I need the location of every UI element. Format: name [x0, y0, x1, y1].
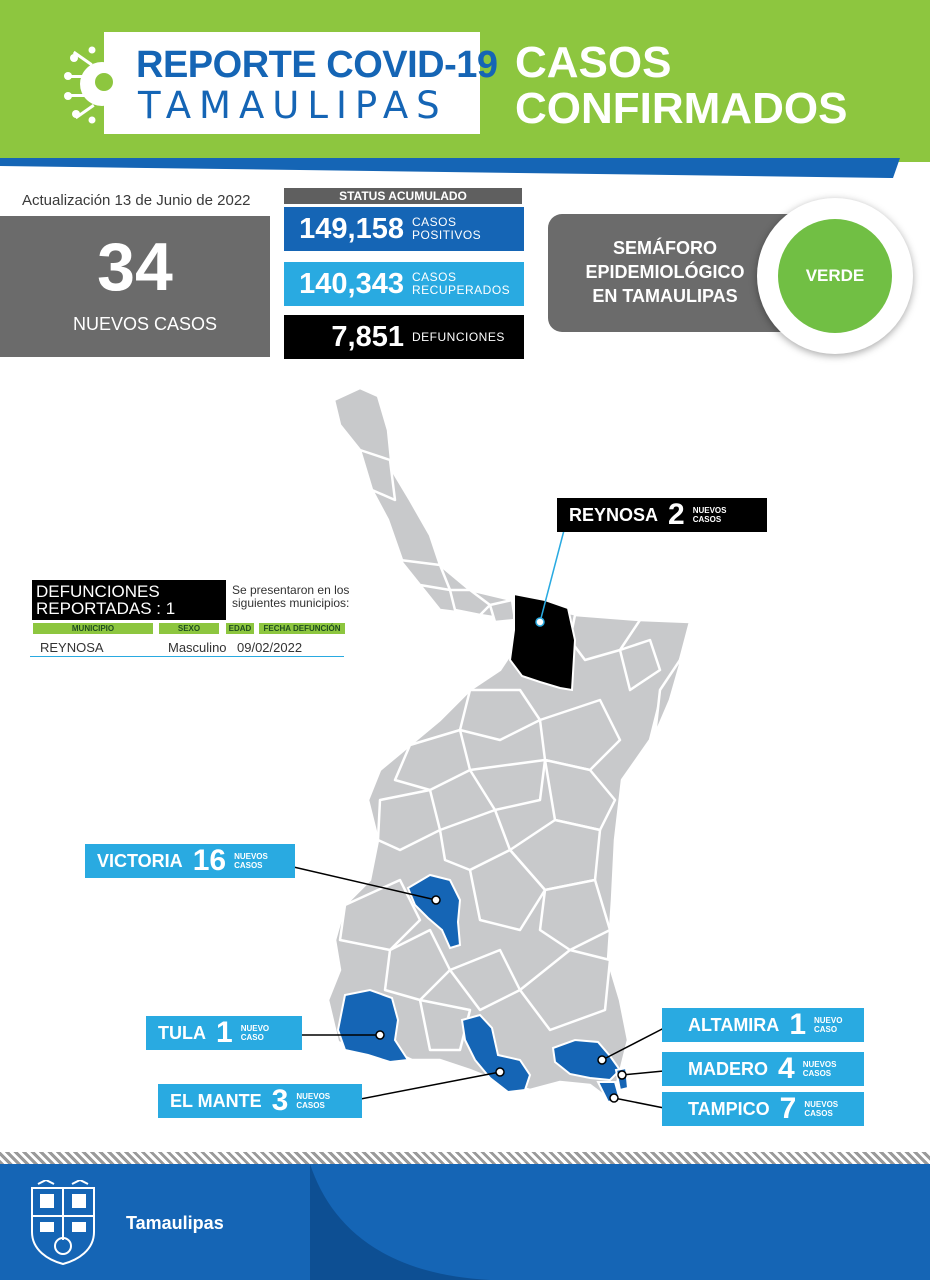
defunciones-note: Se presentaron en los siguientes municipios: [232, 583, 350, 610]
stat-recuperados [284, 262, 524, 306]
stat-recuperados-value: 140,343 [299, 267, 404, 300]
callout-tula [146, 1016, 302, 1050]
virus-icon [56, 42, 116, 126]
report-title: REPORTE COVID-19 [136, 44, 498, 86]
callout-altamira-unit: NUEVO CASO [814, 1016, 843, 1034]
stat-positivos [284, 207, 524, 251]
callout-mante [158, 1084, 362, 1118]
stat-defunciones [284, 315, 524, 359]
column-header-sexo: SEXO [159, 623, 219, 634]
callout-tampico [662, 1092, 864, 1126]
row-fecha: 09/02/2022 [237, 640, 303, 655]
callout-tampico-count: 7 [779, 1092, 797, 1125]
report-subtitle: TAMAULIPAS [138, 84, 448, 127]
defunciones-title: DEFUNCIONES REPORTADAS : 1 [32, 580, 226, 620]
callout-reynosa-name: REYNOSA [569, 504, 659, 525]
semaforo-label: SEMÁFORO EPIDEMIOLÓGICO EN TAMAULIPAS [585, 238, 745, 306]
callout-altamira-name: ALTAMIRA [688, 1014, 780, 1035]
stat-positivos-value: 149,158 [299, 212, 404, 245]
footer-hatch-divider [0, 1152, 930, 1164]
callout-mante-name: EL MANTE [170, 1090, 262, 1111]
table-row-divider [30, 656, 344, 657]
callout-victoria-count: 16 [192, 844, 227, 877]
callout-mante-count: 3 [271, 1084, 289, 1117]
callout-altamira [662, 1008, 864, 1042]
section-title: CASOS CONFIRMADOS [515, 38, 848, 133]
status-header: STATUS ACUMULADO [284, 188, 522, 204]
callout-madero-count: 4 [778, 1052, 795, 1085]
footer-brand: Tamaulipas [126, 1213, 224, 1233]
update-date-label: Actualización 13 de Junio de 2022 [22, 192, 251, 209]
column-header-fecha: FECHA DEFUNCIÓN [259, 623, 345, 634]
callout-reynosa-unit: NUEVOS CASOS [692, 506, 727, 524]
callout-victoria-unit: NUEVOS CASOS [234, 852, 268, 870]
callout-tula-count: 1 [216, 1016, 233, 1049]
new-cases-label: NUEVOS CASOS [72, 314, 218, 334]
row-sexo: Masculino [168, 640, 227, 655]
stat-defunciones-label: DEFUNCIONES [412, 329, 505, 344]
callout-reynosa-count: 2 [668, 498, 685, 531]
callout-tula-unit: NUEVO CASO [240, 1024, 270, 1042]
column-header-municipio: MUNICIPIO [33, 623, 153, 634]
stat-defunciones-value: 7,851 [331, 320, 404, 353]
callout-mante-unit: NUEVOS CASOS [296, 1092, 331, 1110]
callout-madero-unit: NUEVOS CASOS [802, 1060, 837, 1078]
callout-tampico-name: TAMPICO [688, 1098, 770, 1119]
column-header-edad: EDAD [226, 623, 254, 634]
tamaulipas-crest-icon [26, 1180, 100, 1266]
stat-positivos-label: CASOS POSITIVOS [412, 215, 482, 242]
callout-reynosa [557, 498, 767, 532]
callout-victoria [85, 844, 295, 878]
callout-tula-name: TULA [158, 1022, 206, 1043]
callout-madero [662, 1052, 864, 1086]
header-stripe [0, 158, 930, 180]
semaforo-level: VERDE [778, 219, 892, 333]
callout-victoria-name: VICTORIA [97, 850, 183, 871]
stat-recuperados-label: CASOS RECUPERADOS [412, 270, 511, 297]
callout-tampico-unit: NUEVOS CASOS [804, 1100, 839, 1118]
footer-curve [310, 1164, 610, 1280]
callout-madero-name: MADERO [688, 1058, 768, 1079]
callout-altamira-count: 1 [789, 1008, 806, 1041]
row-municipio: REYNOSA [40, 640, 104, 655]
new-cases-count: 34 [97, 229, 173, 305]
